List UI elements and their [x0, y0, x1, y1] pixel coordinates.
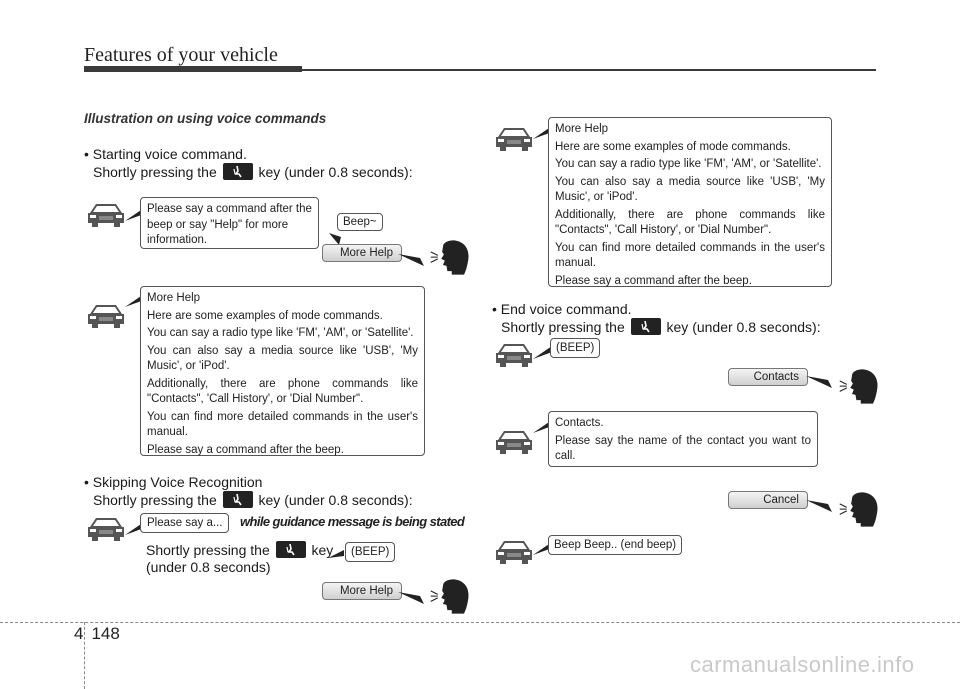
voice-key-icon	[223, 163, 253, 180]
cancel-tag: Cancel	[728, 491, 808, 509]
ending-title: • End voice command.	[492, 301, 632, 317]
bubble-line: Here are some examples of mode commands.	[555, 140, 791, 153]
page-header-title: Features of your vehicle	[84, 44, 278, 66]
starting-instruction	[84, 163, 413, 181]
speech-pointer	[398, 588, 426, 608]
car-icon	[494, 428, 534, 456]
skipping-instruction-post: key (under 0.8 seconds):	[258, 492, 413, 508]
car-icon	[494, 341, 534, 369]
more-help-tag: More Help	[322, 582, 402, 600]
contacts-tag: Contacts	[728, 368, 808, 386]
skipping-instruction-pre: Shortly pressing the	[93, 492, 217, 508]
speaking-head-icon	[838, 489, 880, 531]
more-help-tag: More Help	[322, 244, 402, 262]
more-help-bubble	[140, 286, 425, 456]
car-icon	[494, 538, 534, 566]
car-icon	[86, 201, 126, 229]
car-icon	[494, 125, 534, 153]
bubble-line: More Help	[555, 123, 609, 135]
ending-instruction-post: key (under 0.8 seconds):	[666, 319, 821, 335]
beep-tag: Beep~	[337, 213, 383, 231]
bubble-line: Additionally, there are phone commands like "Contacts", 'Call History', or 'Dial Number".	[555, 208, 825, 236]
bubble-line: You can find more detailed commands in the user's manual.	[555, 241, 825, 269]
starting-voice-command	[84, 146, 413, 181]
footer-divider	[0, 622, 960, 623]
header-rule-thin	[302, 69, 876, 71]
speech-pointer	[806, 496, 834, 516]
ending-instruction-pre: Shortly pressing the	[501, 319, 625, 335]
watermark: carmanualsonline.info	[690, 652, 915, 677]
short-press-pre: Shortly pressing the	[146, 542, 270, 558]
starting-instruction-pre: Shortly pressing the	[93, 164, 217, 180]
speaking-head-icon	[429, 576, 471, 618]
short-press-time: (under 0.8 seconds)	[146, 559, 271, 575]
starting-instruction-post: key (under 0.8 seconds):	[258, 164, 413, 180]
skipping-voice-recognition	[84, 474, 413, 509]
bubble-line: You can also say a media source like 'USB', 'My Music', or 'iPod'.	[147, 344, 418, 372]
voice-key-icon	[631, 318, 661, 335]
beep-paren-tag: (BEEP)	[550, 338, 600, 358]
bubble-line: You can also say a media source like 'USB', 'My Music', or 'iPod'.	[555, 175, 825, 203]
bubble-line: Please say a command after the beep.	[147, 443, 344, 456]
skipping-instruction	[84, 491, 413, 509]
bubble-line: You can say a radio type like 'FM', 'AM', or 'Satellite'.	[147, 327, 414, 339]
bubble-line: Additionally, there are phone commands like "Contacts", 'Call History', or 'Dial Number".	[147, 377, 418, 405]
page-number-value: 148	[91, 624, 120, 643]
car-icon	[86, 515, 126, 543]
bubble-line: Here are some examples of mode commands.	[147, 309, 383, 322]
bubble-line: More Help	[147, 292, 201, 304]
starting-title: • Starting voice command.	[84, 146, 247, 162]
skipping-title: • Skipping Voice Recognition	[84, 474, 263, 490]
beep-paren-tag: (BEEP)	[345, 542, 395, 562]
bubble-line: You can say a radio type like 'FM', 'AM', or 'Satellite'.	[555, 158, 822, 170]
contacts-bubble-text: Please say the name of the contact you want to call.	[555, 434, 811, 462]
bubble-line: You can find more detailed commands in the user's manual.	[147, 410, 418, 438]
chapter-number: 4	[74, 624, 84, 643]
speech-pointer	[806, 372, 834, 392]
speaking-head-icon	[429, 237, 471, 279]
guidance-note: while guidance message is being stated	[240, 514, 465, 529]
header-rule-thick	[84, 66, 302, 72]
please-say-tag: Please say a...	[140, 513, 229, 533]
tag-pointer	[328, 548, 346, 560]
ending-instruction	[492, 318, 821, 336]
prompt-bubble: Please say a command after the beep or say "Help" for more information.	[140, 197, 319, 249]
short-press-post: key	[311, 542, 334, 558]
contacts-bubble-title: Contacts.	[555, 417, 604, 429]
speaking-head-icon	[838, 366, 880, 408]
end-beep-tag: Beep Beep.. (end beep)	[548, 535, 682, 555]
voice-key-icon	[276, 541, 306, 558]
more-help-bubble	[548, 117, 832, 287]
short-press-note	[146, 541, 333, 576]
car-icon	[86, 302, 126, 330]
bubble-line: Please say a command after the beep.	[555, 274, 752, 287]
contacts-bubble	[548, 411, 818, 467]
voice-key-icon	[223, 491, 253, 508]
page-number	[74, 624, 128, 644]
speech-pointer	[398, 250, 426, 270]
section-title: Illustration on using voice commands	[84, 111, 327, 126]
end-voice-command	[492, 301, 821, 336]
